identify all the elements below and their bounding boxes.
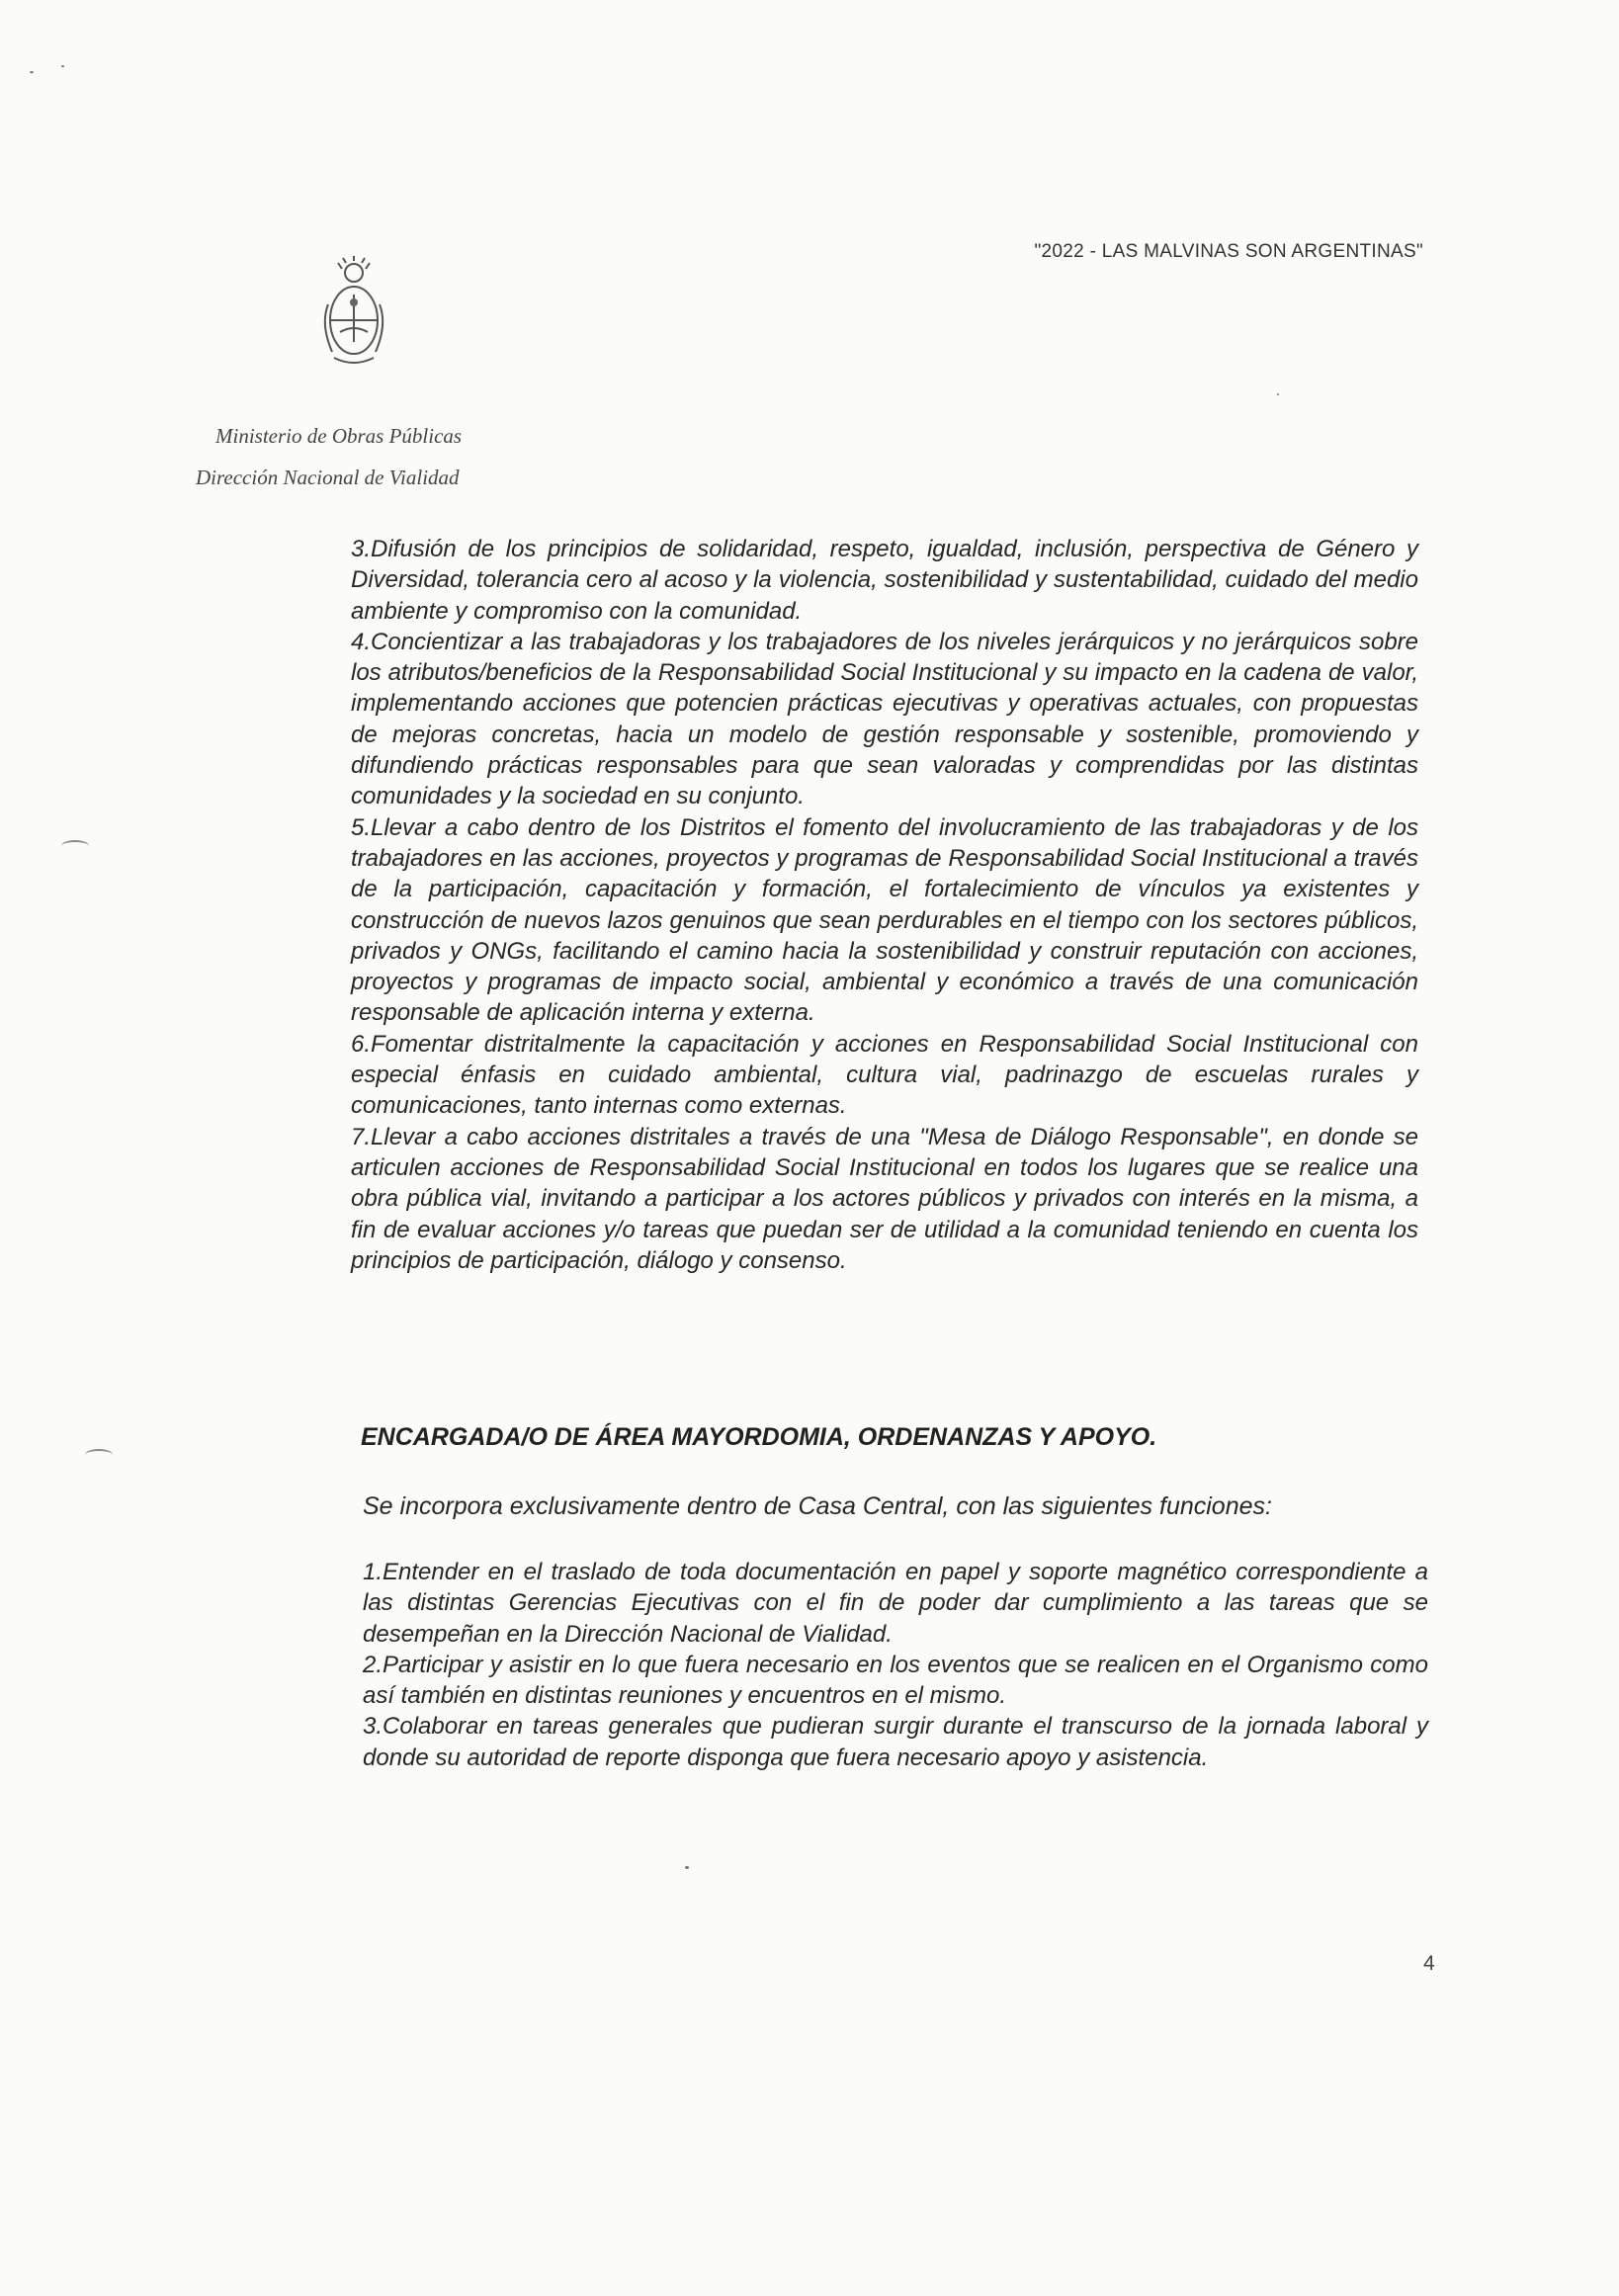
scan-mark bbox=[61, 840, 89, 852]
list-item: 2.Participar y asistir en lo que fuera necesario en los eventos que se realicen en el Organismo como así también en distintas reuniones y encuentros en el mismo. bbox=[363, 1651, 1428, 1710]
scan-mark bbox=[85, 1449, 113, 1461]
functions-list-part2 bbox=[363, 1557, 1428, 1773]
list-item: 6.Fomentar distritalmente la capacitación y acciones en Responsabilidad Social Institucional con especial énfasis en cuidado ambiental, cultura vial, padrinazgo de escuelas rurales y comunicaciones, tanto internas como externas. bbox=[351, 1030, 1418, 1120]
scan-speck bbox=[685, 1866, 689, 1869]
header-motto: "2022 - LAS MALVINAS SON ARGENTINAS" bbox=[1034, 241, 1423, 262]
list-item: 4.Concientizar a las trabajadoras y los trabajadores de los niveles jerárquicos y no jerárquicos sobre los atributos/beneficios de la Responsabilidad Social Institucional y su impacto en la cadena de valor, implementando acciones que potencien prácticas ejecutivas y operativas actuales, con propuestas de mejoras concretas, hacia un modelo de gestión responsable y sostenible, promoviendo y difundiendo prácticas responsables para que sean valoradas y comprendidas por las distintas comunidades y la sociedad en su conjunto. bbox=[351, 628, 1418, 810]
section-intro: Se incorpora exclusivamente dentro de Casa Central, con las siguientes funciones: bbox=[363, 1492, 1272, 1520]
list-item: 7.Llevar a cabo acciones distritales a través de una "Mesa de Diálogo Responsable", en donde se articulen acciones de Responsabilidad Social Institucional en todos los lugares que se realice una obra pública vial, invitando a participar a los actores públicos y privados con interés en la misma, a fin de evaluar acciones y/o tareas que puedan ser de utilidad a la comunidad teniendo en cuenta los principios de participación, diálogo y consenso. bbox=[351, 1123, 1418, 1274]
section-heading: ENCARGADA/O DE ÁREA MAYORDOMIA, ORDENANZAS Y APOYO. bbox=[361, 1423, 1157, 1451]
direction-name: Dirección Nacional de Vialidad bbox=[196, 466, 460, 489]
coat-of-arms-seal bbox=[318, 255, 389, 372]
letterhead-org-names bbox=[196, 415, 462, 498]
list-item: 5.Llevar a cabo dentro de los Distritos el fomento del involucramiento de las trabajadoras y de los trabajadores en las acciones, proyectos y programas de Responsabilidad Social Institucional a través de la participación, capacitación y formación, el fortalecimiento de vínculos ya existentes y construcción de nuevos lazos genuinos que sean perdurables en el tiempo con los sectores públicos, privados y ONGs, facilitando el camino hacia la sostenibilidad y construir reputación con acciones, proyectos y programas de impacto social, ambiental y económico a través de una comunicación responsable de aplicación interna y externa. bbox=[351, 813, 1418, 1027]
ministry-name: Ministerio de Obras Públicas bbox=[215, 424, 463, 448]
scan-speck bbox=[1277, 393, 1279, 395]
scan-speck bbox=[61, 65, 64, 67]
list-item: 1.Entender en el traslado de toda documentación en papel y soporte magnético correspondiente a las distintas Gerencias Ejecutivas con el fin de poder dar cumplimiento a las tareas que se desempeñan en la Dirección Nacional de Vialidad. bbox=[363, 1559, 1428, 1648]
functions-list-part1 bbox=[351, 534, 1418, 1276]
list-item: 3.Colaborar en tareas generales que pudieran surgir durante el transcurso de la jornada laboral y donde su autoridad de reporte disponga que fuera necesario apoyo y asistencia. bbox=[363, 1713, 1428, 1771]
scan-speck bbox=[30, 71, 34, 73]
page-number: 4 bbox=[1423, 1952, 1435, 1975]
list-item: 3.Difusión de los principios de solidaridad, respeto, igualdad, inclusión, perspectiva de Género y Diversidad, tolerancia cero al acoso y la violencia, sostenibilidad y sustentabilidad, cuidado del medio ambiente y compromiso con la comunidad. bbox=[351, 536, 1418, 625]
